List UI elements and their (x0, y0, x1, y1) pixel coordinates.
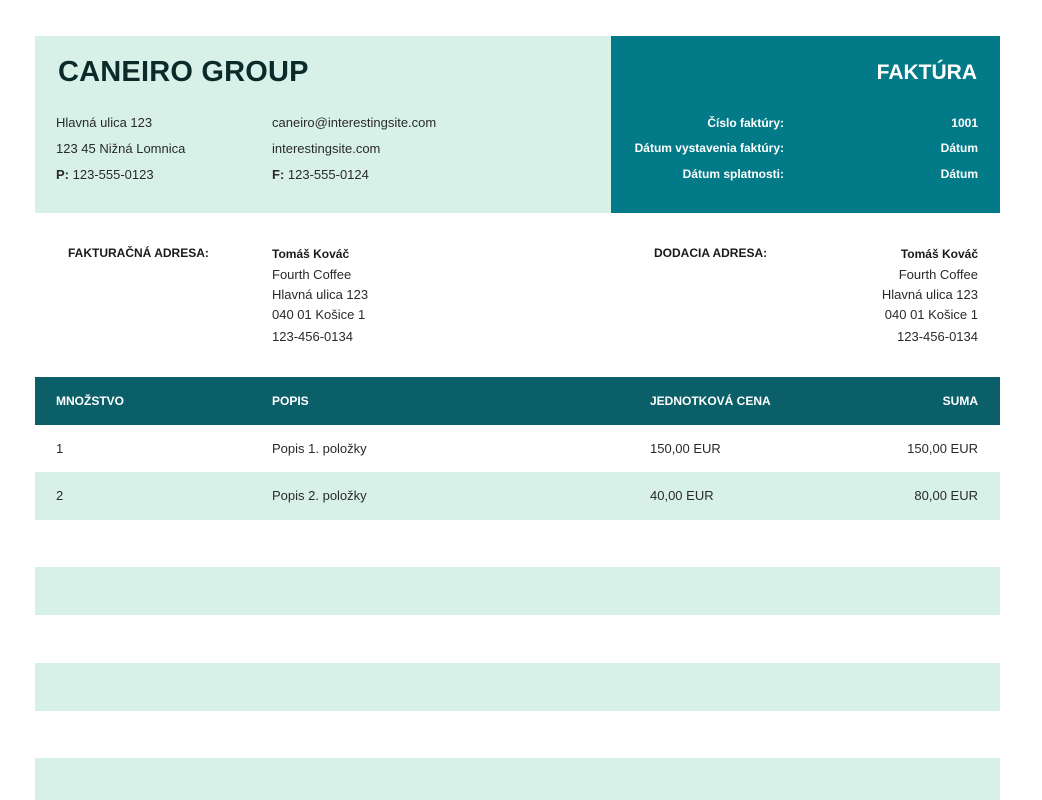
invoice-number: 1001 (951, 116, 978, 130)
company-name: CANEIRO GROUP (58, 56, 309, 88)
company-city: 123 45 Nižná Lomnica (56, 141, 186, 156)
issue-date: Dátum (940, 141, 978, 155)
company-email: caneiro@interestingsite.com (272, 115, 437, 130)
company-website: interestingsite.com (272, 141, 381, 156)
billing-city: 040 01 Košice 1 (272, 307, 366, 322)
row-unit-price: 40,00 EUR (650, 488, 714, 503)
empty-table-row (35, 615, 1000, 663)
phone-label: P: (56, 167, 69, 182)
row-quantity: 2 (56, 488, 64, 503)
billing-heading: FAKTURAČNÁ ADRESA: (68, 246, 209, 260)
table-row (35, 425, 1000, 473)
shipping-company: Fourth Coffee (898, 267, 978, 282)
invoice-header (611, 36, 1000, 213)
empty-table-row (35, 663, 1000, 711)
row-unit-price: 150,00 EUR (650, 441, 721, 456)
billing-company: Fourth Coffee (272, 267, 352, 282)
billing-street: Hlavná ulica 123 (272, 287, 369, 302)
row-total: 150,00 EUR (907, 441, 978, 456)
empty-table-row (35, 567, 1000, 615)
shipping-name: Tomáš Kováč (900, 247, 978, 261)
company-fax: 123-555-0124 (287, 167, 369, 182)
due-date: Dátum (940, 167, 978, 181)
billing-name: Tomáš Kováč (272, 247, 350, 261)
issue-date-label: Dátum vystavenia faktúry: (634, 141, 784, 155)
empty-table-row (35, 758, 1000, 800)
fax-label: F: (272, 167, 285, 182)
shipping-heading: DODACIA ADRESA: (654, 246, 768, 260)
company-street: Hlavná ulica 123 (56, 115, 153, 130)
company-phone: 123-555-0123 (72, 167, 154, 182)
company-fax-line (272, 167, 369, 182)
empty-table-row (35, 711, 1000, 759)
header-quantity: MNOŽSTVO (56, 394, 124, 408)
shipping-city: 040 01 Košice 1 (884, 307, 978, 322)
header-description: POPIS (272, 394, 309, 408)
company-header (35, 36, 611, 213)
shipping-street: Hlavná ulica 123 (881, 287, 978, 302)
items-table-header (35, 377, 1000, 425)
header-total: SUMA (942, 394, 978, 408)
empty-table-row (35, 520, 1000, 568)
company-phone-line (56, 167, 154, 182)
invoice-title: FAKTÚRA (876, 61, 977, 84)
shipping-phone: 123-456-0134 (897, 329, 978, 344)
due-date-label: Dátum splatnosti: (682, 167, 784, 181)
row-quantity: 1 (56, 441, 64, 456)
table-row (35, 472, 1000, 520)
row-total: 80,00 EUR (914, 488, 978, 503)
row-description: Popis 1. položky (272, 441, 367, 456)
row-description: Popis 2. položky (272, 488, 367, 503)
invoice-number-label: Číslo faktúry: (707, 116, 784, 130)
header-unit-price: JEDNOTKOVÁ CENA (650, 394, 771, 408)
billing-phone: 123-456-0134 (272, 329, 353, 344)
